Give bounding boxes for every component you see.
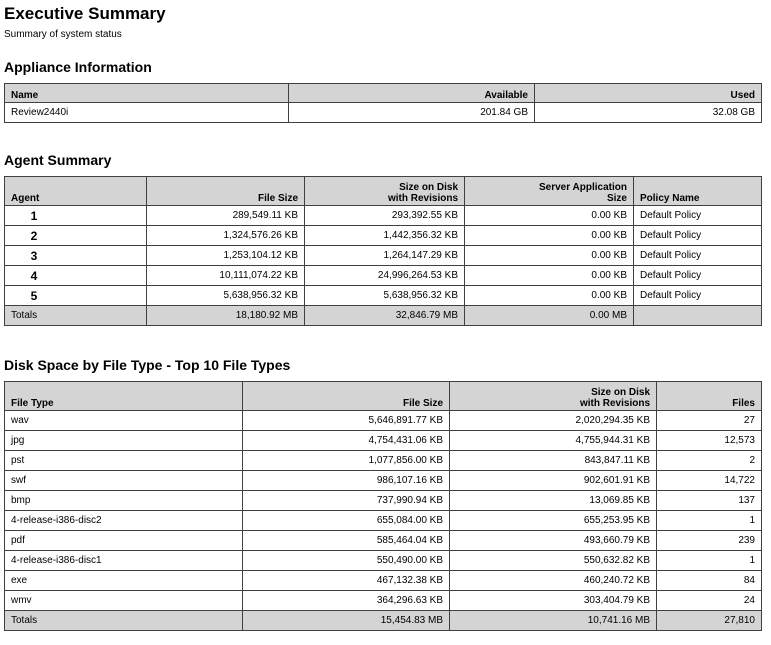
filetype-col-files: Files bbox=[657, 382, 762, 411]
cell: 1,253,104.12 KB bbox=[147, 246, 305, 266]
cell: 4-release-i386-disc2 bbox=[5, 511, 243, 531]
cell: 10,111,074.22 KB bbox=[147, 266, 305, 286]
cell: 655,253.95 KB bbox=[450, 511, 657, 531]
cell: Default Policy bbox=[634, 246, 762, 266]
table-row bbox=[5, 591, 762, 611]
cell: 24 bbox=[657, 591, 762, 611]
agent-id-text: 4 bbox=[30, 268, 38, 283]
cell: Default Policy bbox=[634, 226, 762, 246]
appliance-row bbox=[5, 103, 762, 123]
agent-id bbox=[5, 206, 147, 226]
table-row bbox=[5, 451, 762, 471]
table-row bbox=[5, 551, 762, 571]
agent-id-text: 1 bbox=[30, 208, 38, 223]
cell: 843,847.11 KB bbox=[450, 451, 657, 471]
file-types-heading: Disk Space by File Type - Top 10 File Types bbox=[4, 357, 291, 373]
cell: wmv bbox=[5, 591, 243, 611]
cell: 1,264,147.29 KB bbox=[305, 246, 465, 266]
cell: 32,846.79 MB bbox=[305, 306, 465, 326]
cell: 493,660.79 KB bbox=[450, 531, 657, 551]
cell: exe bbox=[5, 571, 243, 591]
cell: 0.00 KB bbox=[465, 286, 634, 306]
agent-summary-table bbox=[4, 176, 762, 326]
agent-id bbox=[5, 246, 147, 266]
cell: jpg bbox=[5, 431, 243, 451]
agent-id bbox=[5, 286, 147, 306]
cell: 27 bbox=[657, 411, 762, 431]
cell: 5,638,956.32 KB bbox=[305, 286, 465, 306]
table-row bbox=[5, 571, 762, 591]
cell: 986,107.16 KB bbox=[243, 471, 450, 491]
table-row bbox=[5, 531, 762, 551]
cell: 655,084.00 KB bbox=[243, 511, 450, 531]
cell: 460,240.72 KB bbox=[450, 571, 657, 591]
cell: 239 bbox=[657, 531, 762, 551]
cell: 550,632.82 KB bbox=[450, 551, 657, 571]
filetype-col-size-on-disk bbox=[450, 382, 657, 411]
table-row bbox=[5, 266, 762, 286]
cell: 10,741.16 MB bbox=[450, 611, 657, 631]
appliance-heading: Appliance Information bbox=[4, 59, 152, 75]
cell: 4-release-i386-disc1 bbox=[5, 551, 243, 571]
cell: pdf bbox=[5, 531, 243, 551]
cell: bmp bbox=[5, 491, 243, 511]
cell: 5,638,956.32 KB bbox=[147, 286, 305, 306]
cell: 137 bbox=[657, 491, 762, 511]
table-row bbox=[5, 246, 762, 266]
cell: 5,646,891.77 KB bbox=[243, 411, 450, 431]
cell: swf bbox=[5, 471, 243, 491]
cell: 2 bbox=[657, 451, 762, 471]
agent-col-policy: Policy Name bbox=[634, 177, 762, 206]
header-line: with Revisions bbox=[387, 193, 458, 204]
cell: Default Policy bbox=[634, 266, 762, 286]
cell: 201.84 GB bbox=[289, 103, 535, 123]
table-row bbox=[5, 411, 762, 431]
table-row bbox=[5, 471, 762, 491]
cell: 15,454.83 MB bbox=[243, 611, 450, 631]
cell: 4,754,431.06 KB bbox=[243, 431, 450, 451]
appliance-col-name: Name bbox=[5, 84, 289, 103]
cell: Default Policy bbox=[634, 286, 762, 306]
cell: 2,020,294.35 KB bbox=[450, 411, 657, 431]
totals-row bbox=[5, 306, 762, 326]
table-row bbox=[5, 431, 762, 451]
cell: 18,180.92 MB bbox=[147, 306, 305, 326]
cell: 84 bbox=[657, 571, 762, 591]
filetype-col-file-size: File Size bbox=[243, 382, 450, 411]
totals-label: Totals bbox=[5, 611, 243, 631]
cell: 12,573 bbox=[657, 431, 762, 451]
table-row bbox=[5, 206, 762, 226]
agent-id-text: 3 bbox=[30, 248, 38, 263]
totals-row bbox=[5, 611, 762, 631]
cell: 467,132.38 KB bbox=[243, 571, 450, 591]
agent-col-server-app-size bbox=[465, 177, 634, 206]
cell: Review2440i bbox=[5, 103, 289, 123]
cell: 1,442,356.32 KB bbox=[305, 226, 465, 246]
cell: 902,601.91 KB bbox=[450, 471, 657, 491]
header-line: Server Application bbox=[539, 182, 627, 193]
agent-id bbox=[5, 266, 147, 286]
cell: 1 bbox=[657, 511, 762, 531]
file-types-table bbox=[4, 381, 762, 631]
cell: 4,755,944.31 KB bbox=[450, 431, 657, 451]
cell: 0.00 MB bbox=[465, 306, 634, 326]
cell: 27,810 bbox=[657, 611, 762, 631]
cell: 14,722 bbox=[657, 471, 762, 491]
table-row bbox=[5, 511, 762, 531]
cell: 303,404.79 KB bbox=[450, 591, 657, 611]
appliance-col-available: Available bbox=[289, 84, 535, 103]
cell: 0.00 KB bbox=[465, 266, 634, 286]
table-row bbox=[5, 226, 762, 246]
cell: 1 bbox=[657, 551, 762, 571]
cell: 293,392.55 KB bbox=[305, 206, 465, 226]
header-line: Size on Disk bbox=[399, 182, 458, 193]
agent-summary-heading: Agent Summary bbox=[4, 152, 112, 168]
header-line: with Revisions bbox=[579, 398, 650, 409]
agent-col-agent: Agent bbox=[5, 177, 147, 206]
cell: 1,077,856.00 KB bbox=[243, 451, 450, 471]
agent-id-text: 5 bbox=[30, 288, 38, 303]
table-row bbox=[5, 286, 762, 306]
cell: 13,069.85 KB bbox=[450, 491, 657, 511]
cell: 32.08 GB bbox=[535, 103, 762, 123]
agent-col-size-on-disk bbox=[305, 177, 465, 206]
appliance-table bbox=[4, 83, 762, 123]
cell: 0.00 KB bbox=[465, 226, 634, 246]
cell: Default Policy bbox=[634, 206, 762, 226]
cell bbox=[634, 306, 762, 326]
totals-label: Totals bbox=[5, 306, 147, 326]
agent-col-file-size: File Size bbox=[147, 177, 305, 206]
agent-id-text: 2 bbox=[30, 228, 38, 243]
header-line: Size bbox=[606, 193, 627, 204]
table-row bbox=[5, 491, 762, 511]
cell: 737,990.94 KB bbox=[243, 491, 450, 511]
cell: 364,296.63 KB bbox=[243, 591, 450, 611]
page-subtitle: Summary of system status bbox=[4, 29, 122, 40]
filetype-col-type: File Type bbox=[5, 382, 243, 411]
cell: 550,490.00 KB bbox=[243, 551, 450, 571]
header-line: Size on Disk bbox=[591, 387, 650, 398]
cell: pst bbox=[5, 451, 243, 471]
cell: 585,464.04 KB bbox=[243, 531, 450, 551]
cell: 289,549.11 KB bbox=[147, 206, 305, 226]
cell: 0.00 KB bbox=[465, 206, 634, 226]
appliance-col-used: Used bbox=[535, 84, 762, 103]
cell: 24,996,264.53 KB bbox=[305, 266, 465, 286]
page-title: Executive Summary bbox=[4, 4, 166, 23]
cell: wav bbox=[5, 411, 243, 431]
cell: 1,324,576.26 KB bbox=[147, 226, 305, 246]
agent-id bbox=[5, 226, 147, 246]
cell: 0.00 KB bbox=[465, 246, 634, 266]
